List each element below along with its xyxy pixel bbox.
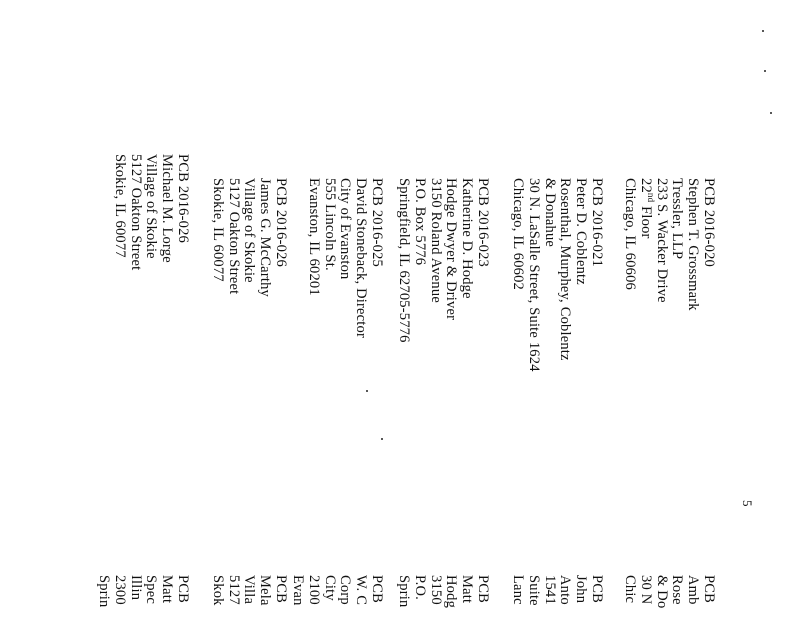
block-line: & Do bbox=[653, 575, 670, 609]
block-line: PCB 2016-026 bbox=[175, 154, 191, 244]
block-line: PCB bbox=[589, 575, 605, 604]
block-line: Evanston, IL 60201 bbox=[305, 178, 322, 296]
block-line: Corp bbox=[337, 575, 354, 605]
address-block-pcb-2016-026-mccarthy bbox=[209, 178, 288, 297]
block-line: PCB 2016-025 bbox=[369, 178, 385, 268]
block-line: Matt bbox=[159, 575, 176, 604]
address-block-pcb-2016-023 bbox=[395, 178, 490, 343]
block-line: 555 Lincoln St. bbox=[321, 178, 338, 271]
block-line: City bbox=[321, 575, 338, 601]
block-line: P.O. Box 5776 bbox=[411, 178, 428, 266]
block-line: PCB bbox=[369, 575, 385, 604]
block-line: PCB bbox=[273, 575, 289, 604]
block-line: 22nd Floor bbox=[637, 178, 656, 239]
block-line: Village of Skokie bbox=[241, 178, 258, 283]
block-line: Tressler, LLP bbox=[669, 178, 686, 260]
block-line: P.O. bbox=[411, 575, 428, 600]
block-line: 2300 bbox=[111, 575, 128, 605]
block-line: Hodge Dwyer & Driver bbox=[443, 178, 460, 321]
block-line: Anto bbox=[557, 575, 574, 605]
block-line: PCB bbox=[475, 575, 491, 604]
block-line: Springfield, IL 62705-5776 bbox=[396, 178, 413, 343]
block-line: PCB 2016-026 bbox=[273, 178, 289, 268]
block-line: Village of Skokie bbox=[143, 154, 160, 259]
block-line: James G. McCarthy bbox=[257, 178, 274, 297]
block-line: Illin bbox=[127, 575, 144, 601]
block-line: 3150 Roland Avenue bbox=[427, 178, 444, 303]
block-line: 2100 bbox=[305, 575, 322, 605]
block-line: 30 N. LaSalle Street, Suite 1624 bbox=[525, 178, 542, 372]
block-line: John bbox=[573, 575, 590, 604]
block-line: 5127 Oakton Street bbox=[225, 178, 242, 295]
block-line: Michael M. Lorge bbox=[159, 154, 176, 263]
block-line: PCB 2016-023 bbox=[475, 178, 491, 268]
truncated-block-5 bbox=[209, 575, 288, 606]
block-line: Skokie, IL 60077 bbox=[111, 154, 128, 258]
block-line: & Donahue bbox=[541, 178, 558, 248]
truncated-block-1 bbox=[621, 575, 716, 608]
block-line: Spec bbox=[143, 575, 160, 604]
truncated-block-3 bbox=[395, 575, 490, 608]
page-number: 5 bbox=[740, 500, 755, 507]
truncated-block-2 bbox=[509, 575, 604, 606]
truncated-block-6 bbox=[95, 575, 190, 607]
block-line: Amb bbox=[685, 575, 702, 605]
scan-speck bbox=[764, 70, 766, 72]
scan-speck bbox=[381, 438, 383, 440]
block-line: Chic bbox=[622, 575, 639, 604]
block-line: Chicago, IL 60606 bbox=[622, 178, 639, 290]
block-line: Rosenthal, Murphey, Coblentz bbox=[557, 178, 574, 361]
block-line: Katherine D. Hodge bbox=[459, 178, 476, 299]
address-block-pcb-2016-021 bbox=[509, 178, 604, 372]
block-line: Rose bbox=[669, 575, 686, 605]
block-line: Sprin bbox=[96, 575, 113, 608]
block-line: Skok bbox=[209, 575, 226, 606]
block-line: David Stoneback, Director bbox=[353, 178, 370, 339]
block-line: Suite bbox=[525, 575, 542, 606]
block-line: Skokie, IL 60077 bbox=[209, 178, 226, 282]
block-line: Villa bbox=[241, 575, 258, 605]
block-line: 5127 bbox=[225, 575, 242, 605]
block-line: 1541 bbox=[541, 575, 558, 605]
scan-speck bbox=[366, 390, 368, 392]
address-block-pcb-2016-020 bbox=[621, 178, 716, 311]
block-line: Peter D. Coblentz bbox=[573, 178, 590, 285]
block-line: W. C bbox=[353, 575, 370, 606]
block-line: PCB 2016-021 bbox=[589, 178, 605, 268]
block-line: Sprin bbox=[396, 575, 413, 608]
block-line: City of Evanston bbox=[337, 178, 354, 280]
block-line: PCB 2016-020 bbox=[701, 178, 717, 268]
block-line: Chicago, IL 60602 bbox=[510, 178, 527, 290]
block-line: PCB bbox=[175, 575, 191, 604]
block-line: Evan bbox=[290, 575, 307, 606]
scan-speck bbox=[762, 30, 764, 32]
block-line: 3150 bbox=[427, 575, 444, 605]
block-line: Hodg bbox=[443, 575, 460, 609]
scan-speck bbox=[770, 112, 772, 114]
block-line: Mela bbox=[257, 575, 274, 606]
block-line: PCB bbox=[701, 575, 717, 604]
block-line: 30 N bbox=[637, 575, 654, 605]
block-line: Matt bbox=[459, 575, 476, 604]
block-line: 5127 Oakton Street bbox=[127, 154, 144, 271]
ordinal-suffix: nd bbox=[645, 192, 656, 203]
address-block-pcb-2016-025 bbox=[305, 178, 384, 338]
block-line: 233 S. Wacker Drive bbox=[653, 178, 670, 303]
address-block-pcb-2016-026-lorge bbox=[111, 154, 190, 270]
truncated-block-4 bbox=[289, 575, 384, 606]
block-line: Lanc bbox=[510, 575, 527, 605]
block-line: Stephen T. Grossmark bbox=[685, 178, 702, 311]
